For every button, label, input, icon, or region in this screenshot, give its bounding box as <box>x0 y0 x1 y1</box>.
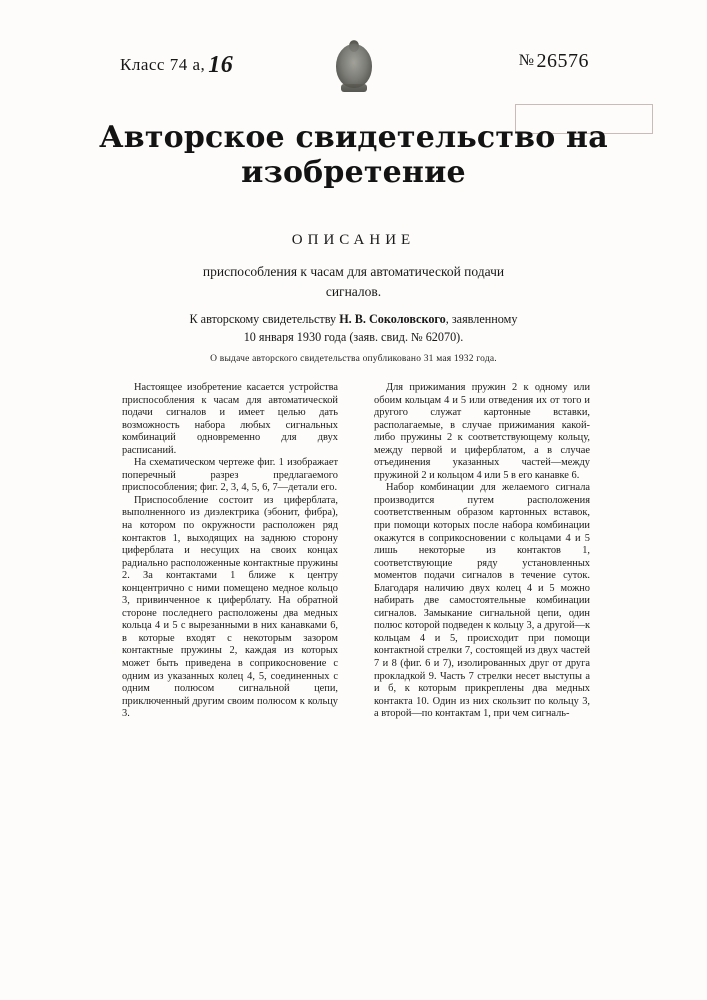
patent-number-value: 26576 <box>536 50 589 72</box>
column-right <box>374 382 590 721</box>
publication-note: О выдаче авторского свидетельства опубликовано 31 мая 1932 года. <box>210 354 497 364</box>
number-sign: № <box>518 52 535 69</box>
patent-class-label: Класс 74 a, <box>120 55 206 74</box>
patent-number <box>519 50 589 73</box>
paragraph: Для прижимания пружин 2 к одному или обоим кольцам 4 и 5 или отведения их от того и другого служат картонные вставки, располагаемые, в случае прижимания какой-либо пружины 2 к соответствующему кольцу, между первой и циферблатом, а в случае отъединения указанных частей—между пружиной 2 и кольцом 4 или 5 в его канавке 6. <box>374 382 590 481</box>
authority-suffix: , заявленному <box>445 312 518 326</box>
section-heading-opisanie: ОПИСАНИЕ <box>291 232 416 248</box>
paragraph: Набор комбинации для желаемого сигнала производится путем расположения соответственным образом картонных вставок, при помощи которых после набора комбинации окажутся в соприкосновении с кольцами 4 и 5 лишь некоторые из контактов 1, соответствующие ряду установленных моментов подачи сигналов в течение суток. Благодаря наличию двух колец 4 и 5 можно набирать две самостоятельные комбинации сигналов. Замыкание сигнальной цепи, один полюс которой подведен к кольцу 3, а другой—к кольцам 4 и 5, происходит при помощи контактной стрелки 7, состоящей из двух частей 7 и 8 (фиг. 6 и 7), изолированных друг от друга прокладкой 9. Часть 7 стрелки несет выступы а и б, к которым прикреплены два медных контакта 10. Один из них скользит по кольцу 3, а второй—по контактам 1, при чем сигналь- <box>374 482 590 720</box>
inventor-name: Н. В. Соколовского <box>339 312 446 326</box>
paragraph: Приспособление состоит из циферблата, выполненного из диэлектрика (эбонит, фибра), на котором по окружности расположен ряд контактов 1, выходящих на заднюю сторону циферблата и несущих на своих концах радиально расположенные контактные пружины 2. За контактами 1 ближе к центру концентрично с ними помещено медное кольцо 3, привинченное к циферблату. На обратной стороне последнего расположены два медных кольца 4 и 5 с вырезанными в них канавками 6, в которые входят с некоторым зазором контактные пружины 2, каждая из которых может быть приведена в соприкосновение с одним из указанных колец 4, 5, соединенных с одним полюсом сигнальной цепи, приключенный другим своим полюсом к кольцу 3. <box>122 494 338 720</box>
patent-class-number: 16 <box>208 52 234 78</box>
emblem-banner <box>341 84 367 92</box>
authority-date-line: 10 января 1930 года (заяв. свид. № 62070). <box>243 330 464 344</box>
soviet-coat-of-arms-icon <box>330 38 378 96</box>
authority-block <box>0 310 707 346</box>
paragraph: Настоящее изобретение касается устройства приспособления к часам для автоматической подачи сигналов и имеет целью дать возможность набора любых сигнальных комбинаций одновременно для двух расписаний. <box>122 382 338 456</box>
page-title: Авторское свидетельство на изобретение <box>99 120 608 190</box>
document-subtitle <box>0 262 707 302</box>
patent-class <box>120 52 233 79</box>
subtitle-line-1: приспособления к часам для автоматической подачи <box>202 264 505 279</box>
body-columns <box>122 382 590 772</box>
column-left <box>122 382 338 721</box>
emblem-globe <box>336 44 372 88</box>
subtitle-line-2: сигналов. <box>325 284 382 299</box>
authority-prefix: К авторскому свидетельству <box>189 312 340 326</box>
paragraph: На схематическом чертеже фиг. 1 изображает поперечный разрез предлагаемого приспособления; фиг. 2, 3, 4, 5, 6, 7—детали его. <box>122 457 338 494</box>
